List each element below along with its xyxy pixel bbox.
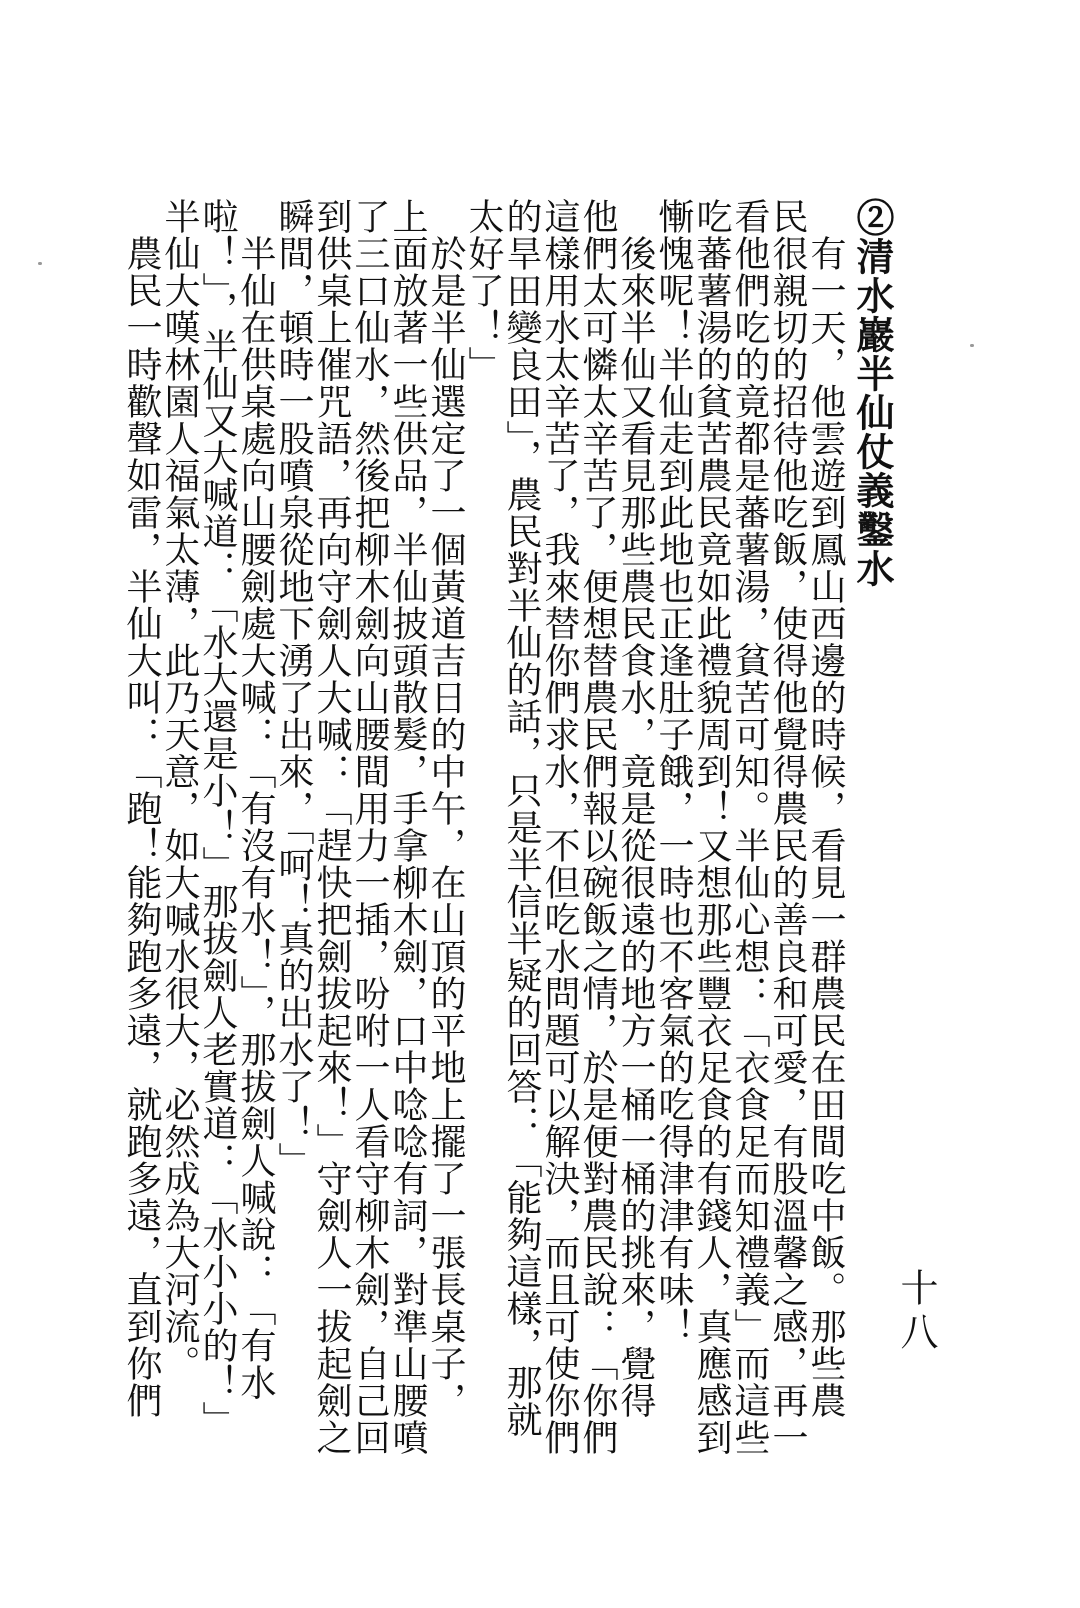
text-column: 半仙大嘆林園人福氣太薄，此乃天意，如大喊水很大，必然成為大河流。 [159,198,200,1382]
text-column: 瞬間，頓時一股噴泉從地下湧了出來，「呵！真的出水了！」 [273,198,314,1179]
text-column: 上面放著一些供品，半仙披頭散髮，手拿柳木劍，口中唸唸有詞，對準山腰噴 [387,198,428,1456]
text-column: 農民一時歡聲如雷，半仙大叫：「跑！能夠跑多遠，就跑多遠，直到你們 [121,198,162,1419]
text-column: 這樣用水太辛苦了，我來替你們求水，不但吃水問題可以解決，而且可使你們 [539,198,580,1456]
text-column: 民很親切的招待他吃飯，使得他覺得農民的善良和可愛，有股溫馨之感，再一 [767,198,808,1456]
text-column: 啦！」，半仙又大喊道：「水大還是小！」那拔劍人老實道：「水小小的！」 [197,198,238,1438]
section-title: ②清水巖半仙仗義鑿水 [850,198,895,588]
text-column: 太好了！」 [463,198,504,383]
scan-speck [38,262,42,265]
scan-speck [970,344,974,347]
text-column: 的旱田變良田」，農民對半仙的話，只是半信半疑的回答：「能夠這樣，那就 [501,198,542,1438]
text-column: 後來半仙又看見那些農民食水，竟是從很遠的地方一桶一桶的挑來，覺得 [615,198,656,1419]
vertical-text-block [121,198,895,1456]
text-column: 有一天，他雲遊到鳳山西邊的時候，看見一群農民在田間吃中飯。那些農 [805,198,846,1419]
text-column: 到供桌上催咒語，再向守劍人大喊：「趕快把劍拔起來！」守劍人一拔起劍之 [311,198,352,1456]
page-number: 十八 [894,1268,938,1356]
text-column: 吃蕃薯湯的貧苦農民竟如此禮貌周到！又想那些豐衣足食的有錢人，真應感到 [691,198,732,1456]
text-column: 半仙在供桌處向山腰劍處大喊：「有沒有水！」，那拔劍人喊說：「有水 [235,198,276,1401]
text-column: 慚愧呢！半仙走到此地也正逢肚子餓，一時也不客氣的吃得津津有味！ [653,198,694,1345]
text-column: 看他們吃的竟都是蕃薯湯，貧苦可知。半仙心想：「衣食足而知禮義」而這些 [729,198,770,1456]
text-column: 了三口仙水，然後把柳木劍向山腰間用力一插，吩咐一人看守柳木劍，自己回 [349,198,390,1456]
text-column: 他們太可憐太辛苦了，便想替農民們報以碗飯之情，於是便對農民說：「你們 [577,198,618,1456]
text-column: 於是半仙選定了一個黃道吉日的中午，在山頂的平地上擺了一張長桌子， [425,198,466,1419]
